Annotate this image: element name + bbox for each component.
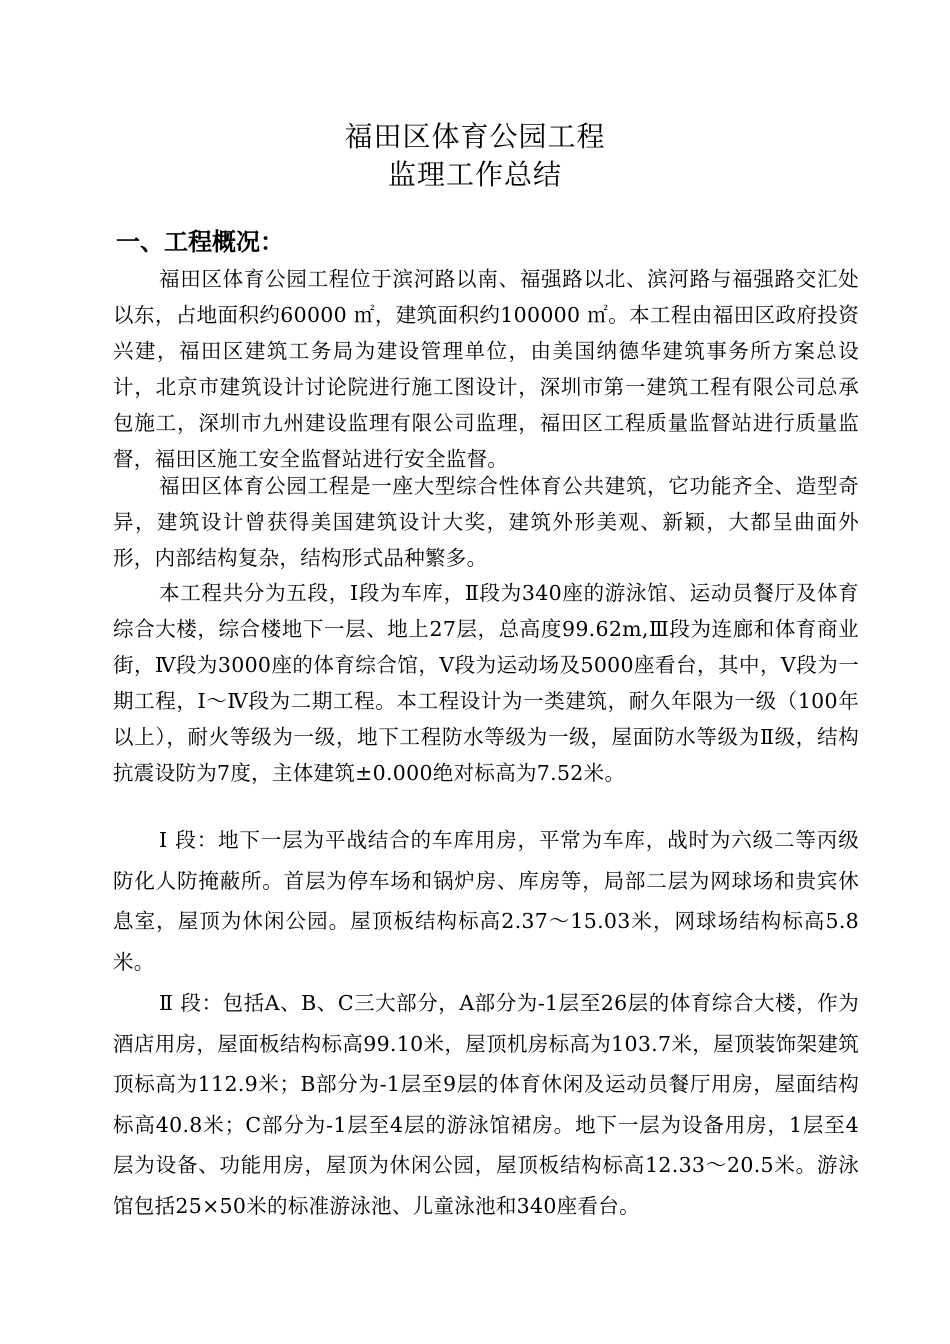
paragraph-location: 福田区体育公园工程位于滨河路以南、福强路以北、滨河路与福强路交汇处以东，占地面积约60000 ㎡，建筑面积约100000 ㎡。本工程由福田区政府投资兴建，福田区建筑工务局为建设管理单位，由美国纳德华建筑事务所方案总设计，北京市建筑设计讨论院进行施工图设计，深圳市第一建筑工程有限公司总承包施工，深圳市九州建设监理有限公司监理，福田区工程质量监督站进行质量监督，福田区施工安全监督站进行安全监督。 [113, 267, 859, 471]
section-heading-overview: 一、工程概况： [116, 228, 284, 256]
document-subtitle: 监理工作总结 [387, 158, 562, 191]
paragraph-character: 福田区体育公园工程是一座大型综合性体育公共建筑，它功能齐全、造型奇异，建筑设计曾获得美国建筑设计大奖，建筑外形美观、新颖，大都呈曲面外形，内部结构复杂，结构形式品种繁多。 [113, 474, 859, 570]
paragraph-section-1: Ⅰ 段：地下一层为平战结合的车库用房，平常为车库，战时为六级二等丙级防化人防掩蔽所。首层为停车场和锅炉房、库房等，局部二层为网球场和贵宾休息室，屋顶为休闲公园。屋顶板结构标高2.37～15.03米，网球场结构标高5.8米。 [113, 828, 859, 974]
paragraph-sections: 本工程共分为五段，Ⅰ段为车库，Ⅱ段为340座的游泳馆、运动员餐厅及体育综合大楼，综合楼地下一层、地上27层，总高度99.62m,Ⅲ段为连廊和体育商业街，Ⅳ段为3000座的体育综合馆，Ⅴ段为运动场及5000座看台，其中，Ⅴ段为一期工程，Ⅰ～Ⅳ段为二期工程。本工程设计为一类建筑，耐久年限为一级（100年以上），耐火等级为一级，地下工程防水等级为一级，屋面防水等级为Ⅱ级，结构抗震设防为7度，主体建筑±0.000绝对标高为7.52米。 [113, 581, 859, 785]
paragraph-section-2: Ⅱ 段：包括A、B、C三大部分，A部分为-1层至26层的体育综合大楼，作为酒店用房，屋面板结构标高99.10米，屋顶机房标高为103.7米，屋顶装饰架建筑顶标高为112.9米；B部分为-1层至9层的体育休闲及运动员餐厅用房，屋面结构标高40.8米；C部分为-1层至4层的游泳馆裙房。地下一层为设备用房，1层至4层为设备、功能用房，屋顶为休闲公园，屋顶板结构标高12.33～20.5米。游泳馆包括25×50米的标准游泳池、儿童泳池和340座看台。 [113, 991, 859, 1218]
document-title: 福田区体育公园工程 [344, 120, 606, 153]
